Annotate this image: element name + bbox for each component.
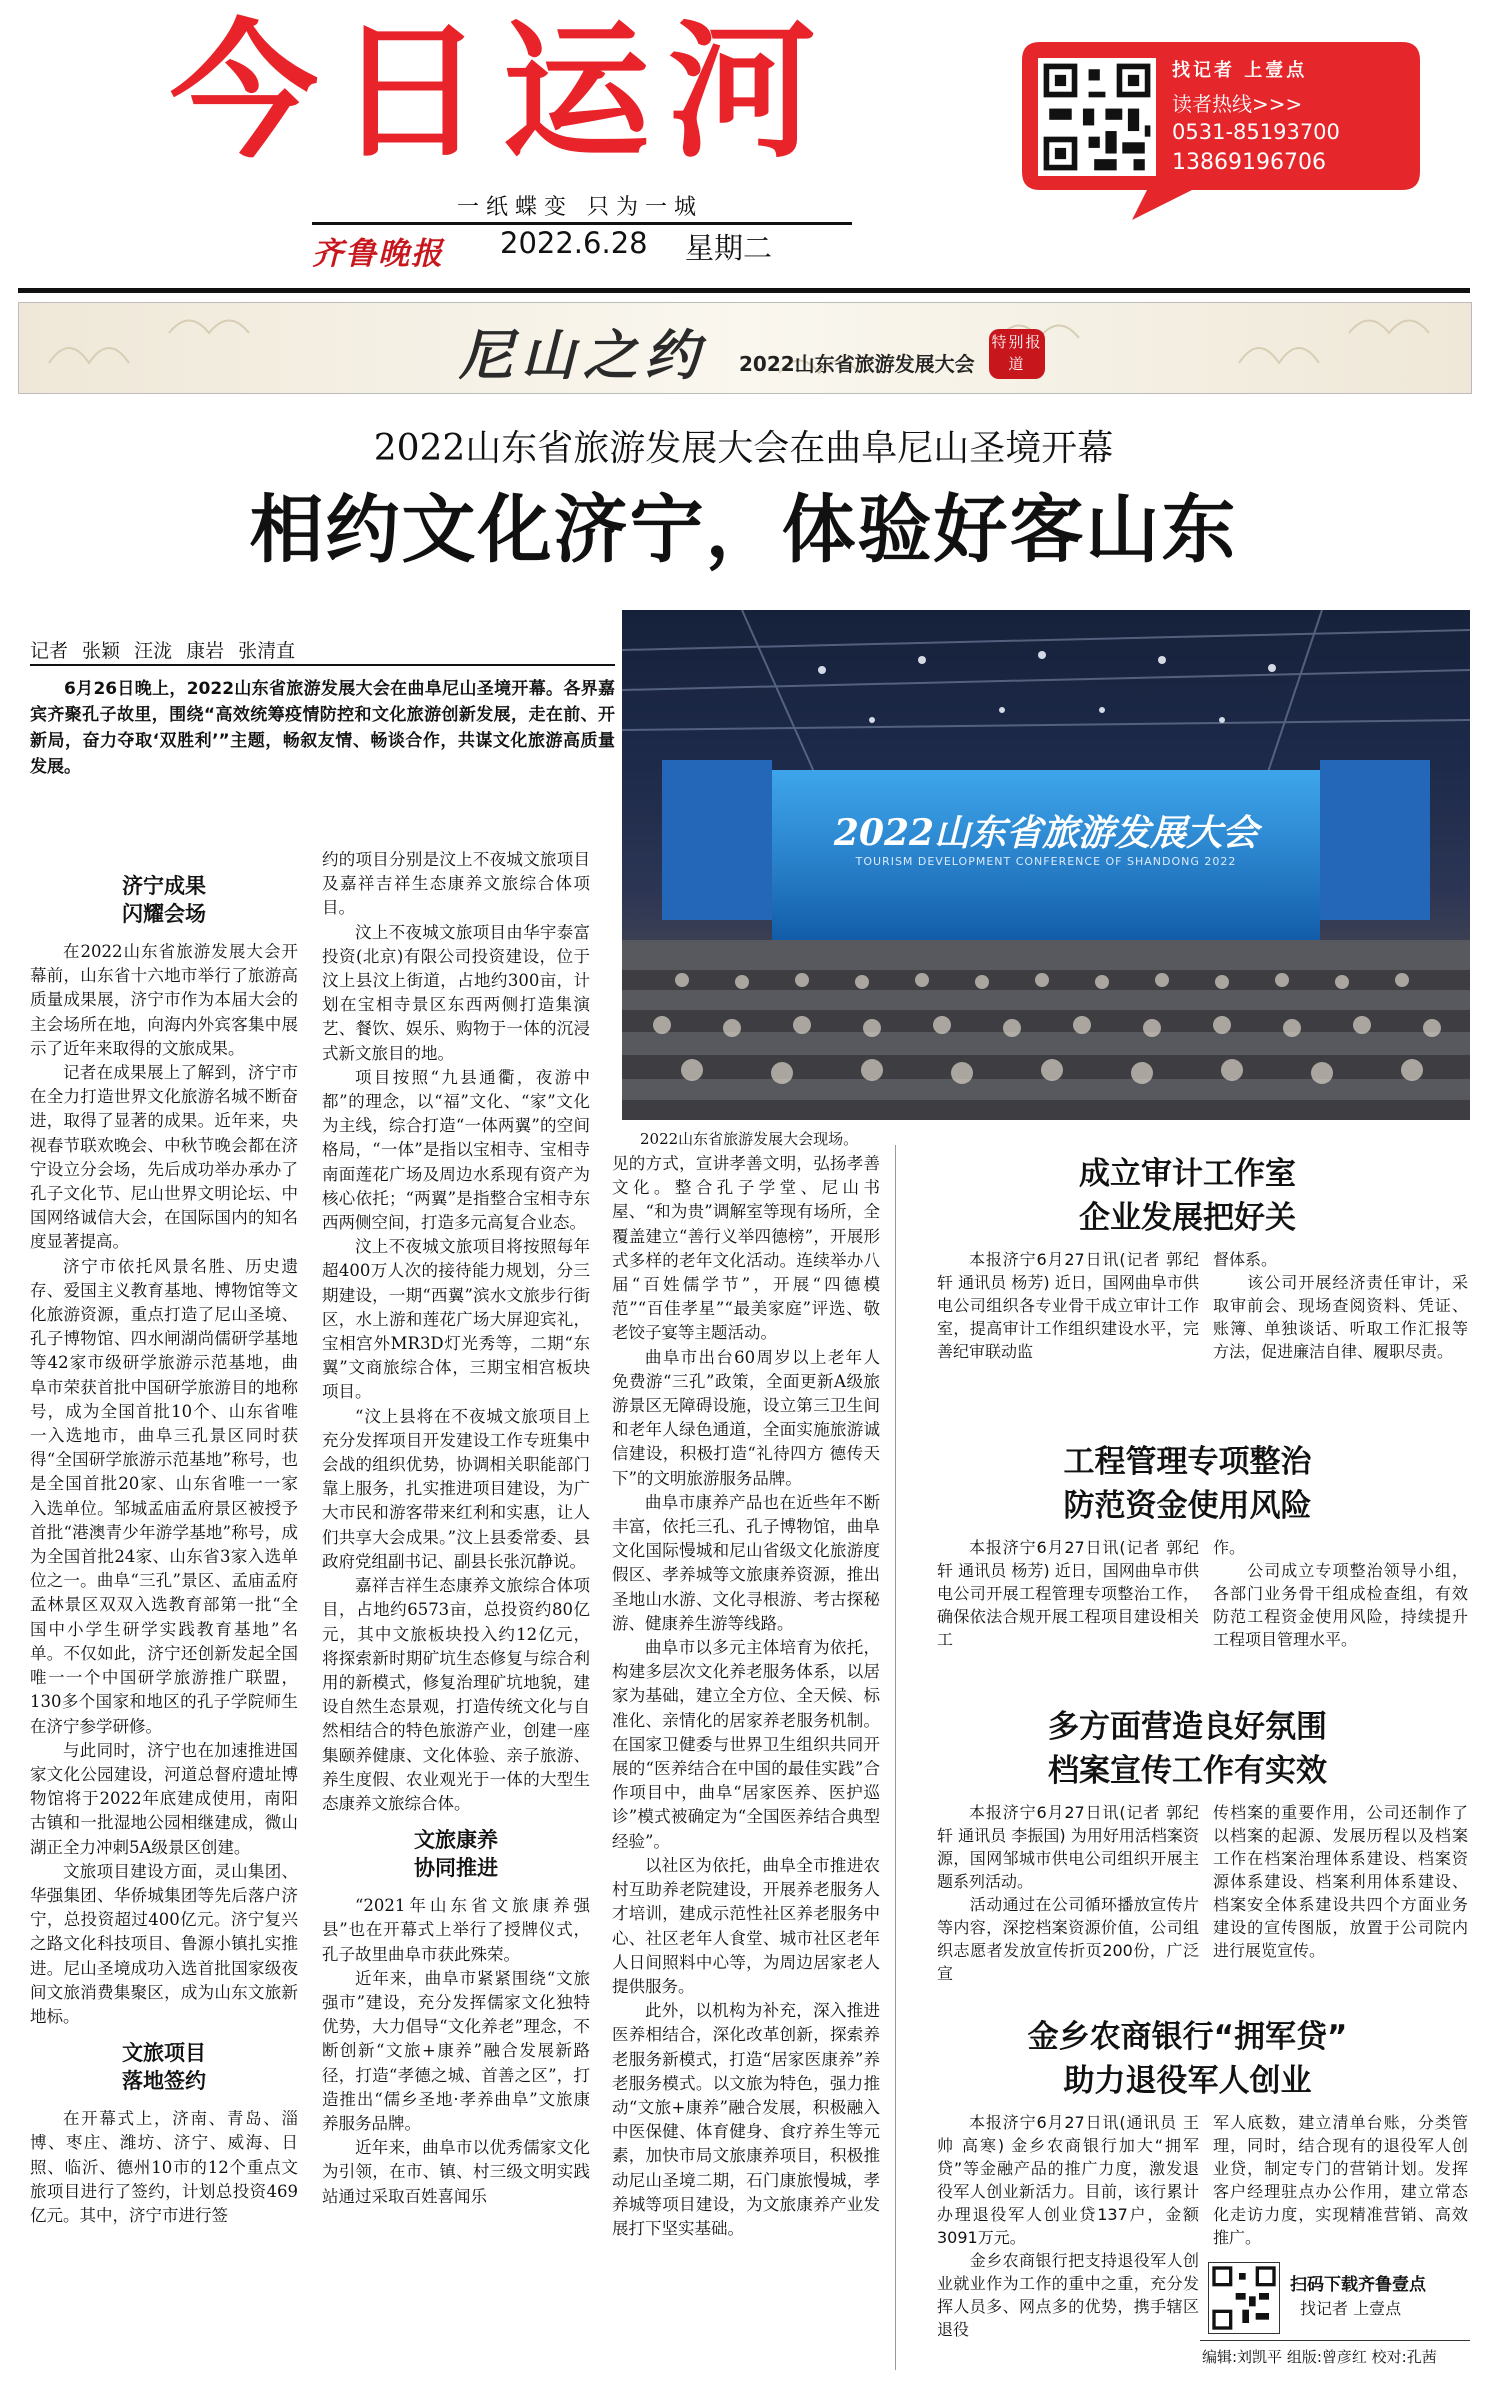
paragraph: 此外，以机构为补充，深入推进医养相结合，深化改革创新，探索养老服务新模式，打造“居家医康养”养老服务模式。以文旅为特色，强力推动“文旅+康养”融合发展，积极融入中医保健、体育健身、食疗养生等元素，加快市局文旅康养项目，积极推动尼山圣境二期，石门康旅慢城，孝养城等项目建设，为文旅康养产业发展打下坚实基础。	[612, 2001, 880, 2238]
brief-right-text: 督体系。 该公司开展经济责任审计，采取审前会、现场查阅资料、凭证、账簿、单独谈话、听取工作汇报等方法，促进廉洁自律、履职尽责。	[1213, 1250, 1468, 1361]
footer-credits: 编辑:刘凯平 组版:曾彦红 校对:孔茜	[1202, 2348, 1437, 2366]
hotline-label: 读者热线>>>	[1172, 92, 1303, 116]
briefs-divider	[895, 1145, 896, 2370]
issue-date: 2022.6.28	[500, 226, 648, 260]
paragraph: “2021年山东省文旅康养强县”也在开幕式上举行了授牌仪式，孔子故里曲阜市获此殊荣。	[322, 1896, 590, 1964]
section-heading-signing: 文旅项目 落地签约	[122, 2041, 206, 2094]
contact-bubble	[1022, 42, 1420, 202]
lead-rule	[30, 664, 615, 666]
brief-audit	[905, 1148, 1470, 1438]
paragraph: 济宁市依托风景名胜、历史遗存、爱国主义教育基地、博物馆等文化旅游资源，重点打造了尼山圣境、孔子博物馆、四水闸湖尚儒研学基地等42家市级研学旅游示范基地，曲阜市荣获首批中国研学旅游目的地称号，成为全国首批10个、山东省唯一入选地市，曲阜三孔景区同时获得“全国研学旅游示范基地”称号，也是全国首批20家、山东省唯一一家入选单位。邹城孟庙孟府景区被授予首批“港澳青少年游学基地”称号，成为全国首批24家、山东省3家入选单位之一。曲阜“三孔”景区、孟庙孟府孟林景区双双入选教育部第一批“全国中小学生研学实践教育基地”名单。不仅如此，济宁还创新发起全国唯一一个中国研学旅游推广联盟，130多个国家和地区的孔子学院师生在济宁参学研修。	[30, 1256, 298, 1736]
brief-title: 多方面营造良好氛围 档案宣传工作有实效	[1048, 1709, 1327, 1789]
footer-rule	[1200, 2340, 1470, 2341]
paragraph: 见的方式，宣讲孝善文明，弘扬孝善文化。整合孔子学堂、尼山书屋、“和为贵”调解室等现有场所，全覆盖建立“善行义举四德榜”，开展形式多样的老年文化活动。连续举办八届“百姓儒学节”，开展“四德模范”“百佳孝星”“最美家庭”评选、敬老饺子宴等主题活动。	[612, 1154, 880, 1343]
brief-archives	[905, 1705, 1470, 2015]
kicker: 2022山东省旅游发展大会在曲阜尼山圣境开幕	[373, 428, 1114, 469]
issue-weekday: 星期二	[685, 231, 773, 265]
paragraph: “汶上县将在不夜城文旅项目上充分发挥项目开发建设工作专班集中会战的组织优势，协调相关职能部门靠上服务，扎实推进项目建设，为广大市民和游客带来红利和实惠，让人们共享大会成果。”汶上县委常委、县政府党组副书记、副县长张沉静说。	[322, 1406, 590, 1571]
brief-title: 工程管理专项整治 防范资金使用风险	[1063, 1444, 1312, 1524]
brief-left-text: 本报济宁6月27日讯(通讯员 王帅 高寒) 金乡农商银行加大“拥军贷”等金融产品的推广力度，激发退役军人创业新活力。目前，该行累计办理退役军人创业贷137户，金额3091万元。 金乡农商银行把支持退役军人创业就业作为工作的重中之重，充分发挥人员多、网点多的优势，携手辖区退役	[937, 2113, 1199, 2339]
paragraph: 约的项目分别是汶上不夜城文旅项目及嘉祥吉祥生态康养文旅综合体项目。	[322, 850, 590, 918]
paragraph: 记者在成果展上了解到，济宁市在全力打造世界文化旅游名城不断奋进，取得了显著的成果。近年来，央视春节联欢晚会、中秋节晚会都在济宁设立分会场，先后成功举办承办了孔子文化节、尼山世界文明论坛、中国网络诚信大会，在国际国内的知名度显著提高。	[30, 1063, 298, 1252]
footer-qr-code[interactable]	[1208, 2262, 1280, 2334]
headline: 相约文化济宁，体验好客山东	[249, 487, 1238, 573]
conference-photo	[622, 610, 1470, 1120]
paragraph: 文旅项目建设方面，灵山集团、华强集团、华侨城集团等先后落户济宁，总投资超过400亿元。济宁复兴之路文化科技项目、鲁源小镇扎实推进。尼山圣境成功入选首批国家级夜间文旅消费集聚区，成为山东文旅新地标。	[30, 1861, 298, 2026]
banner-title: 尼山之约	[459, 323, 707, 387]
banner-tag: 特别报道	[989, 329, 1045, 379]
hotline-phone-1[interactable]: 0531-85193700	[1172, 120, 1340, 144]
section-heading-wellness: 文旅康养 协同推进	[414, 1828, 498, 1881]
paragraph: 曲阜市出台60周岁以上老年人免费游“三孔”政策，全面更新A级旅游景区无障碍设施，设立第三卫生间和老年人绿色通道，全面实施旅游诚信建设，积极打造“礼待四方 德传天下”的文明旅游服务品牌。	[612, 1347, 880, 1488]
byline: 记者 张颖 汪泷 康岩 张清直	[30, 640, 296, 662]
find-reporter-text: 找记者 上壹点	[1172, 60, 1308, 81]
masthead-divider	[18, 288, 1470, 293]
paragraph: 近年来，曲阜市以优秀儒家文化为引领，在市、镇、村三级文明实践站通过采取百姓喜闻乐	[322, 2138, 590, 2206]
masthead	[0, 0, 1487, 300]
paragraph: 汶上不夜城文旅项目由华宇泰富投资(北京)有限公司投资建设，位于汶上县汶上街道，占地约300亩，计划在宝相寺景区东西两侧打造集演艺、餐饮、娱乐、购物于一体的沉浸式新文旅目的地。	[322, 922, 590, 1063]
brief-right-text: 军人底数，建立清单台账，分类管理，同时，结合现有的退役军人创业贷，制定专门的营销计划。发挥客户经理驻点办公作用，建立常态化走访力度，实现精准营销、高效推广。	[1213, 2113, 1468, 2247]
paragraph: 汶上不夜城文旅项目将按照每年超400万人次的接待能力规划，分三期建设，一期“西翼”滨水文旅步行街区，水上游和莲花广场大屏迎宾礼，宝相宫外MR3D灯光秀等，二期“东翼”文商旅综合体，三期宝相宫板块项目。	[322, 1237, 590, 1402]
article-column-1	[30, 862, 298, 2367]
paragraph: 嘉祥吉祥生态康养文旅综合体项目，占地约6573亩，总投资约80亿元，其中文旅板块投入约12亿元，将探索新时期矿坑生态修复与综合利用的新模式，修复治理矿坑地貌，建设自然生态景观，打造传统文化与自然相结合的特色旅游产业，创建一座集颐养健康、文化体验、亲子旅游、养生度假、农业观光于一体的大型生态康养文旅综合体。	[322, 1576, 590, 1813]
paragraph: 项目按照“九县通衢，夜游中都”的理念，以“福”文化、“家”文化为主线，综合打造“一体两翼”的空间格局，“一体”是指以宝相寺、宝相寺南面莲花广场及周边水系现有资产为核心依托；“两翼”是指整合宝相寺东西两侧空间，打造多元高复合业态。	[322, 1067, 590, 1233]
brief-right-text: 作。 公司成立专项整治领导小组，各部门业务骨干组成检查组，有效防范工程资金使用风险，持续提升工程项目管理水平。	[1213, 1538, 1468, 1649]
paragraph: 近年来，曲阜市紧紧围绕“文旅强市”建设，充分发挥儒家文化独特优势，大力倡导“文化养老”理念，不断创新“文旅+康养”融合发展新路径，打造“孝德之城、首善之区”，打造推出“儒乡圣地·孝养曲阜”文旅康养服务品牌。	[322, 1968, 590, 2133]
paragraph: 与此同时，济宁也在加速推进国家文化公园建设，河道总督府遗址博物馆将于2022年底建成使用，南阳古镇和一批湿地公园相继建成，微山湖正全力冲刺5A级景区创建。	[30, 1740, 298, 1857]
brief-right-text: 传档案的重要作用，公司还制作了以档案的起源、发展历程以及档案工作在档案治理体系建设、档案资源体系建设、档案利用体系建设、档案安全体系建设共四个方面业务建设的宣传图版，放置于公司院内进行展览宣传。	[1213, 1803, 1468, 1960]
masthead-title: 今日运河	[170, 6, 834, 178]
section-heading-achievements: 济宁成果 闪耀会场	[122, 874, 206, 926]
paper-name: 齐鲁晚报	[312, 236, 444, 272]
footer-qr-subtext: 找记者 上壹点	[1300, 2299, 1402, 2318]
qr-code-icon	[1038, 58, 1156, 176]
brief-project-management	[905, 1440, 1470, 1705]
paragraph: 以社区为依托，曲阜全市推进农村互助养老院建设，开展养老服务人才培训，建成示范性社区养老服务中心、社区老年人食堂、城市社区老年人日间照料中心等，为周边居家老人提供服务。	[612, 1855, 880, 1996]
masthead-rule	[312, 222, 852, 225]
banner-subtitle: 2022山东省旅游发展大会	[739, 352, 975, 376]
brief-left-text: 本报济宁6月27日讯(记者 郭纪轩 通讯员 杨芳) 近日，国网曲阜市供电公司组织各专业骨干成立审计工作室，提高审计工作组织建设水平，完善纪审联动监	[937, 1250, 1199, 1361]
footer-qr-text: 扫码下载齐鲁壹点	[1290, 2275, 1426, 2295]
qr-code-icon	[1209, 2263, 1279, 2333]
paragraph: 曲阜市康养产品也在近些年不断丰富，依托三孔、孔子博物馆，曲阜文化国际慢城和尼山省级文化旅游度假区、孝养城等文旅康养资源，推出圣地山水游、文化寻根游、考古探秘游、健康养生游等线路。	[612, 1492, 880, 1633]
article-column-3	[612, 1152, 880, 2367]
brief-title: 金乡农商银行“拥军贷” 助力退役军人创业	[1027, 2019, 1348, 2099]
section-banner	[18, 302, 1472, 394]
paragraph: 曲阜市以多元主体培育为依托，构建多层次文化养老服务体系，以居家为基础，建立全方位、全天候、标准化、亲情化的居家养老服务机制。在国家卫健委与世界卫生组织共同开展的“医养结合在中国的最佳实践”合作项目中，曲阜“居家医养、医护巡诊”模式被确定为“全国医养结合典型经验”。	[612, 1638, 880, 1851]
hotline-phone-2[interactable]: 13869196706	[1172, 150, 1326, 175]
article-column-2	[322, 848, 590, 2367]
screen-title: 2022山东省旅游发展大会	[833, 812, 1259, 854]
brief-left-text: 本报济宁6月27日讯(记者 郭纪轩 通讯员 杨芳) 近日，国网曲阜市供电公司开展工程管理专项整治工作，确保依法合规开展工程项目建设相关工	[937, 1538, 1199, 1649]
paragraph: 在开幕式上，济南、青岛、淄博、枣庄、潍坊、济宁、威海、日照、临沂、德州10市的12个重点文旅项目进行了签约，计划总投资469亿元。其中，济宁市进行签	[30, 2109, 298, 2225]
brief-left-text: 本报济宁6月27日讯(记者 郭纪轩 通讯员 李振国) 为用好用活档案资源，国网邹城市供电公司组织开展主题系列活动。 活动通过在公司循环播放宣传片等内容，深挖档案资源价值，公司组织志愿者发放宣传折页200份，广泛宣	[937, 1803, 1199, 1983]
lead-paragraph: 6月26日晚上，2022山东省旅游发展大会在曲阜尼山圣境开幕。各界嘉宾齐聚孔子故里，围绕“高效统筹疫情防控和文化旅游创新发展，走在前、开新局，奋力夺取‘双胜利’”主题，畅叙友情、畅谈合作，共谋文化旅游高质量发展。	[30, 679, 615, 777]
masthead-slogan: 一纸蝶变 只为一城	[457, 195, 703, 220]
paragraph: 在2022山东省旅游发展大会开幕前，山东省十六地市举行了旅游高质量成果展，济宁市作为本届大会的主会场所在地，向海内外宾客集中展示了近年来取得的文旅成果。	[30, 942, 298, 1058]
brief-title: 成立审计工作室 企业发展把好关	[1079, 1156, 1296, 1236]
photo-caption: 2022山东省旅游发展大会现场。	[640, 1130, 859, 1148]
qr-code[interactable]	[1038, 58, 1156, 176]
screen-subtitle: TOURISM DEVELOPMENT CONFERENCE OF SHANDONG 2022	[855, 855, 1237, 868]
